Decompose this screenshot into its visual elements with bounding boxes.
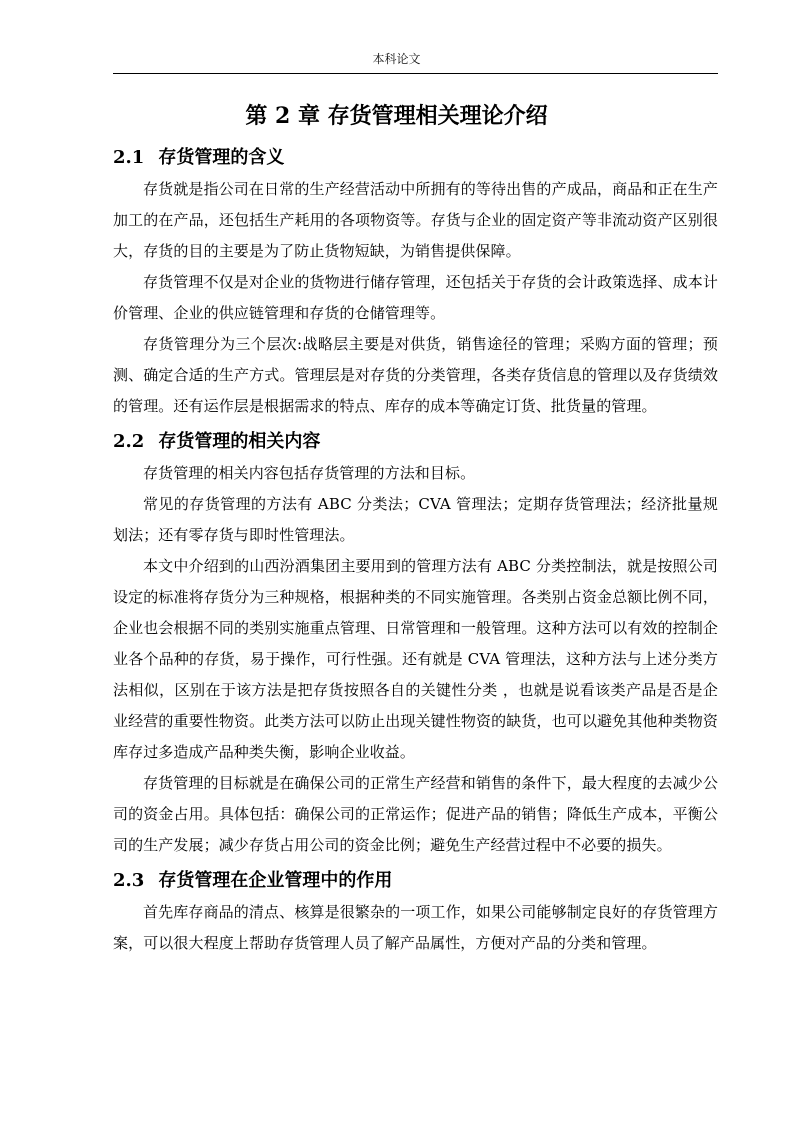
paragraph: 常见的存货管理的方法有 ABC 分类法；CVA 管理法；定期存货管理法；经济批量规划法；还有零存货与即时性管理法。: [113, 495, 718, 544]
section-number: 2.3: [113, 870, 145, 891]
running-header: 本科论文: [372, 52, 421, 66]
paragraph: 存货管理分为三个层次:战略层主要是对供货，销售途径的管理；采购方面的管理；预测、确定合适的生产方式。管理层是对存货的分类管理，各类存货信息的管理以及存货绩效的管理。还有运作层是根据需求的特点、库存的成本等确定订货、批货量的管理。: [113, 335, 718, 415]
section-title-text: 存货管理在企业管理中的作用: [158, 870, 393, 891]
section-heading: [113, 426, 718, 458]
section-title-text: 存货管理的相关内容: [158, 431, 321, 452]
chapter-title: 第 2 章 存货管理相关理论介绍: [245, 103, 548, 129]
section-number: 2.2: [113, 431, 145, 452]
paragraph: 存货管理的相关内容包括存货管理的方法和目标。: [143, 464, 476, 482]
paragraph: 本文中介绍到的山西汾酒集团主要用到的管理方法有 ABC 分类控制法，就是按照公司设定的标准将存货分为三种规格，根据种类的不同实施管理。各类别占资金总额比例不同，企业也会根据不同的类别实施重点管理、日常管理和一般管理。这种方法可以有效的控制企业各个品种的存货，易于操作，可行性强。还有就是 CVA 管理法，这种方法与上述分类方法相似，区别在于该方法是把存货按照各自的关键性分类 ，也就是说看该类产品是否是企业经营的重要性物资。此类方法可以防止出现关键性物资的缺货，也可以避免其他种类物资库存过多造成产品种类失衡，影响企业收益。: [113, 557, 718, 761]
paragraph: 首先库存商品的清点、核算是很繁杂的一项工作，如果公司能够制定良好的存货管理方案，可以很大程度上帮助存货管理人员了解产品属性，方便对产品的分类和管理。: [113, 903, 718, 952]
paragraph: 存货管理不仅是对企业的货物进行储存管理，还包括关于存货的会计政策选择、成本计价管理、企业的供应链管理和存货的仓储管理等。: [113, 273, 718, 322]
paragraph: 存货就是指公司在日常的生产经营活动中所拥有的等待出售的产成品，商品和正在生产加工的在产品，还包括生产耗用的各项物资等。存货与企业的固定资产等非流动资产区别很大，存货的目的主要是为了防止货物短缺，为销售提供保障。: [113, 180, 718, 260]
body-content: [113, 142, 718, 959]
section-number: 2.1: [113, 147, 145, 168]
section-heading: [113, 142, 718, 174]
section-heading: [113, 865, 718, 897]
paragraph: 存货管理的目标就是在确保公司的正常生产经营和销售的条件下，最大程度的去减少公司的资金占用。具体包括：确保公司的正常运作；促进产品的销售；降低生产成本，平衡公司的生产发展；减少存货占用公司的资金比例；避免生产经营过程中不必要的损失。: [113, 774, 718, 854]
header-rule: [113, 73, 718, 74]
section-title-text: 存货管理的含义: [158, 147, 285, 168]
